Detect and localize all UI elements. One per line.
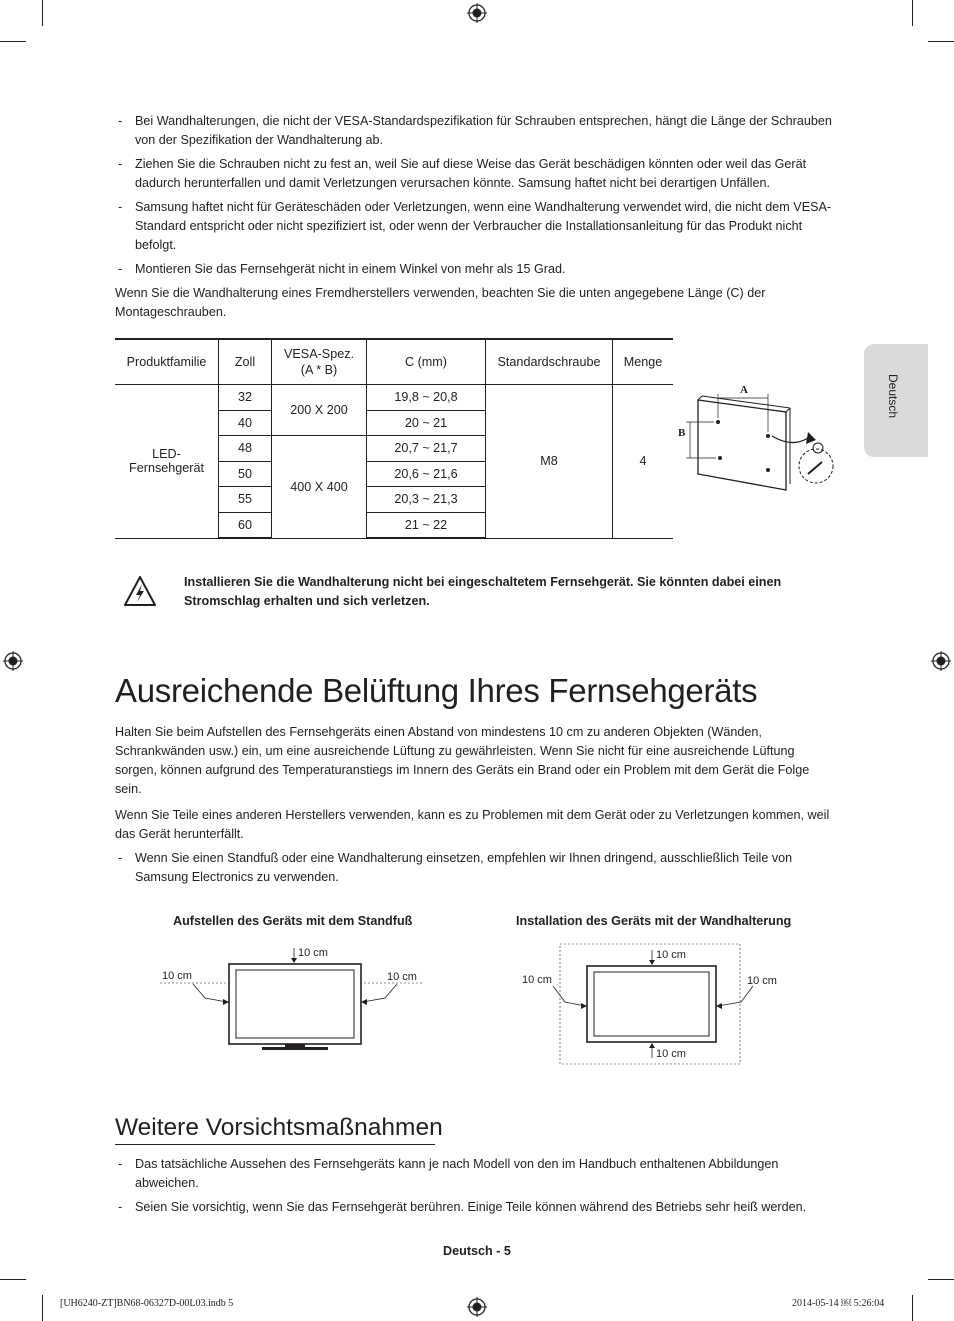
dimension-label: 10 cm bbox=[298, 947, 328, 959]
table-cell: 19,8 ~ 20,8 bbox=[367, 385, 486, 411]
dimension-label: 10 cm bbox=[656, 949, 686, 961]
table-header: C (mm) bbox=[367, 339, 486, 385]
electric-shock-warning-icon bbox=[123, 575, 157, 607]
crop-mark bbox=[928, 41, 954, 42]
list-item: - Samsung haftet nicht für Geräteschäden oder Verletzungen, wenn eine Wandhalterung verwendet wird, die nicht dem VESA-Standard entspricht oder nicht spezifiziert ist, oder wenn der Verbraucher die Installationsanleitung für das Produkt nicht befolgt. bbox=[118, 200, 832, 252]
print-slug-left: [UH6240-ZT]BN68-06327D-00L03.indb 5 bbox=[60, 1298, 234, 1309]
heading-underline bbox=[115, 1144, 435, 1145]
crop-mark bbox=[912, 0, 913, 26]
screw-spec-table bbox=[115, 338, 673, 539]
paragraph: Halten Sie beim Aufstellen des Fernsehgeräts einen Abstand von mindestens 10 cm zu anderen Objekten (Wänden, Schrankwänden usw.) ein, um eine ausreichende Lüftung zu gewährleisten. Wenn Sie nicht für eine ausreichende Lüftung sorgen, können aufgrund des Temperaturanstiegs im Innern des Geräts ein Brand oder ein Problem mit dem Gerät die Folge sein. bbox=[115, 725, 810, 796]
caption-stand: Aufstellen des Geräts mit dem Standfuß bbox=[173, 914, 413, 928]
table-cell: 20,3 ~ 21,3 bbox=[367, 487, 486, 513]
registration-mark-icon bbox=[467, 1297, 487, 1317]
crop-mark bbox=[42, 1295, 43, 1321]
stand-clearance-diagram bbox=[155, 940, 430, 1055]
table-cell: 200 X 200 bbox=[272, 385, 367, 436]
table-cell-family: LED-Fernsehgerät bbox=[115, 385, 219, 539]
wall-mount-diagram bbox=[676, 378, 841, 493]
table-cell: 32 bbox=[219, 385, 272, 411]
bullet-list-bottom bbox=[115, 1155, 835, 1222]
subsection-heading: Weitere Vorsichtsmaßnahmen bbox=[115, 1114, 443, 1141]
page-footer: Deutsch - 5 bbox=[443, 1244, 511, 1258]
table-cell: 20,6 ~ 21,6 bbox=[367, 461, 486, 487]
dimension-label: 10 cm bbox=[747, 975, 777, 987]
table-header: Zoll bbox=[219, 339, 272, 385]
caption-wall: Installation des Geräts mit der Wandhalterung bbox=[516, 914, 792, 928]
table-cell: 48 bbox=[219, 436, 272, 462]
table-cell: 60 bbox=[219, 512, 272, 538]
print-slug-right: 2014-05-14 ￼ 5:26:04 bbox=[792, 1298, 885, 1309]
dimension-label-a: A bbox=[740, 384, 748, 396]
dimension-label: 10 cm bbox=[162, 970, 192, 982]
table-cell: 20 ~ 21 bbox=[367, 410, 486, 436]
table-header: Menge bbox=[613, 339, 674, 385]
crop-mark bbox=[42, 0, 43, 26]
crop-mark bbox=[0, 41, 26, 42]
section-heading: Ausreichende Belüftung Ihres Fernsehgeräts bbox=[115, 672, 758, 709]
list-item: - Montieren Sie das Fernsehgerät nicht in einem Winkel von mehr als 15 Grad. bbox=[118, 262, 566, 276]
registration-mark-icon bbox=[467, 3, 487, 23]
list-item: - Das tatsächliche Aussehen des Fernsehgeräts kann je nach Modell von den im Handbuch enthaltenen Abbildungen abweichen. bbox=[118, 1157, 779, 1190]
dimension-label: 10 cm bbox=[522, 974, 552, 986]
table-cell: M8 bbox=[486, 385, 613, 539]
table-cell: 55 bbox=[219, 487, 272, 513]
table-cell: 20,7 ~ 21,7 bbox=[367, 436, 486, 462]
registration-mark-icon bbox=[3, 651, 23, 671]
bullet-list-top bbox=[115, 112, 835, 284]
warning-text: Installieren Sie die Wandhalterung nicht bei eingeschaltetem Fernsehgerät. Sie könnten dabei einen Stromschlag erhalten und sich verletzen. bbox=[184, 575, 782, 608]
table-header: Produktfamilie bbox=[115, 339, 219, 385]
table-cell: 40 bbox=[219, 410, 272, 436]
wall-clearance-diagram bbox=[515, 940, 790, 1068]
dimension-label: 10 cm bbox=[387, 971, 417, 983]
table-cell: 21 ~ 22 bbox=[367, 512, 486, 538]
crop-mark bbox=[0, 1279, 26, 1280]
paragraph: Wenn Sie Teile eines anderen Herstellers verwenden, kann es zu Problemen mit dem Gerät oder zu Verletzungen kommen, weil das Gerät herunterfällt. bbox=[115, 808, 830, 841]
dimension-label-b: B bbox=[678, 427, 686, 439]
table-header: VESA-Spez. (A * B) bbox=[272, 339, 367, 385]
table-cell: 400 X 400 bbox=[272, 436, 367, 539]
list-item: - Bei Wandhalterungen, die nicht der VESA-Standardspezifikation für Schrauben entsprechen, hängt die Länge der Schrauben von der Spezifikation der Wandhalterung ab. bbox=[118, 114, 832, 147]
list-item: - Ziehen Sie die Schrauben nicht zu fest an, weil Sie auf diese Weise das Gerät beschädigen könnten oder weil das Gerät dadurch herunterfallen und damit Verletzungen verursachen könnte. Samsung haftet nicht bei derartigen Unfällen. bbox=[118, 157, 807, 190]
crop-mark bbox=[928, 1279, 954, 1280]
list-item: - Seien Sie vorsichtig, wenn Sie das Fernsehgerät berühren. Einige Teile können während des Betriebs sehr heiß werden. bbox=[118, 1200, 807, 1214]
intro-text: Wenn Sie die Wandhalterung eines Fremdherstellers verwenden, beachten Sie die unten angegebene Länge (C) der Montageschrauben. bbox=[115, 286, 766, 319]
bullet-list-mid bbox=[115, 849, 835, 892]
table-cell: 50 bbox=[219, 461, 272, 487]
crop-mark bbox=[912, 1295, 913, 1321]
language-side-tab: Deutsch bbox=[864, 344, 928, 457]
table-header: Standardschraube bbox=[486, 339, 613, 385]
table-cell: 4 bbox=[613, 385, 674, 539]
list-item: - Wenn Sie einen Standfuß oder eine Wandhalterung einsetzen, empfehlen wir Ihnen dringend, ausschließlich Teile von Samsung Electronics zu verwenden. bbox=[118, 851, 793, 884]
dimension-label: 10 cm bbox=[656, 1048, 686, 1060]
registration-mark-icon bbox=[931, 651, 951, 671]
